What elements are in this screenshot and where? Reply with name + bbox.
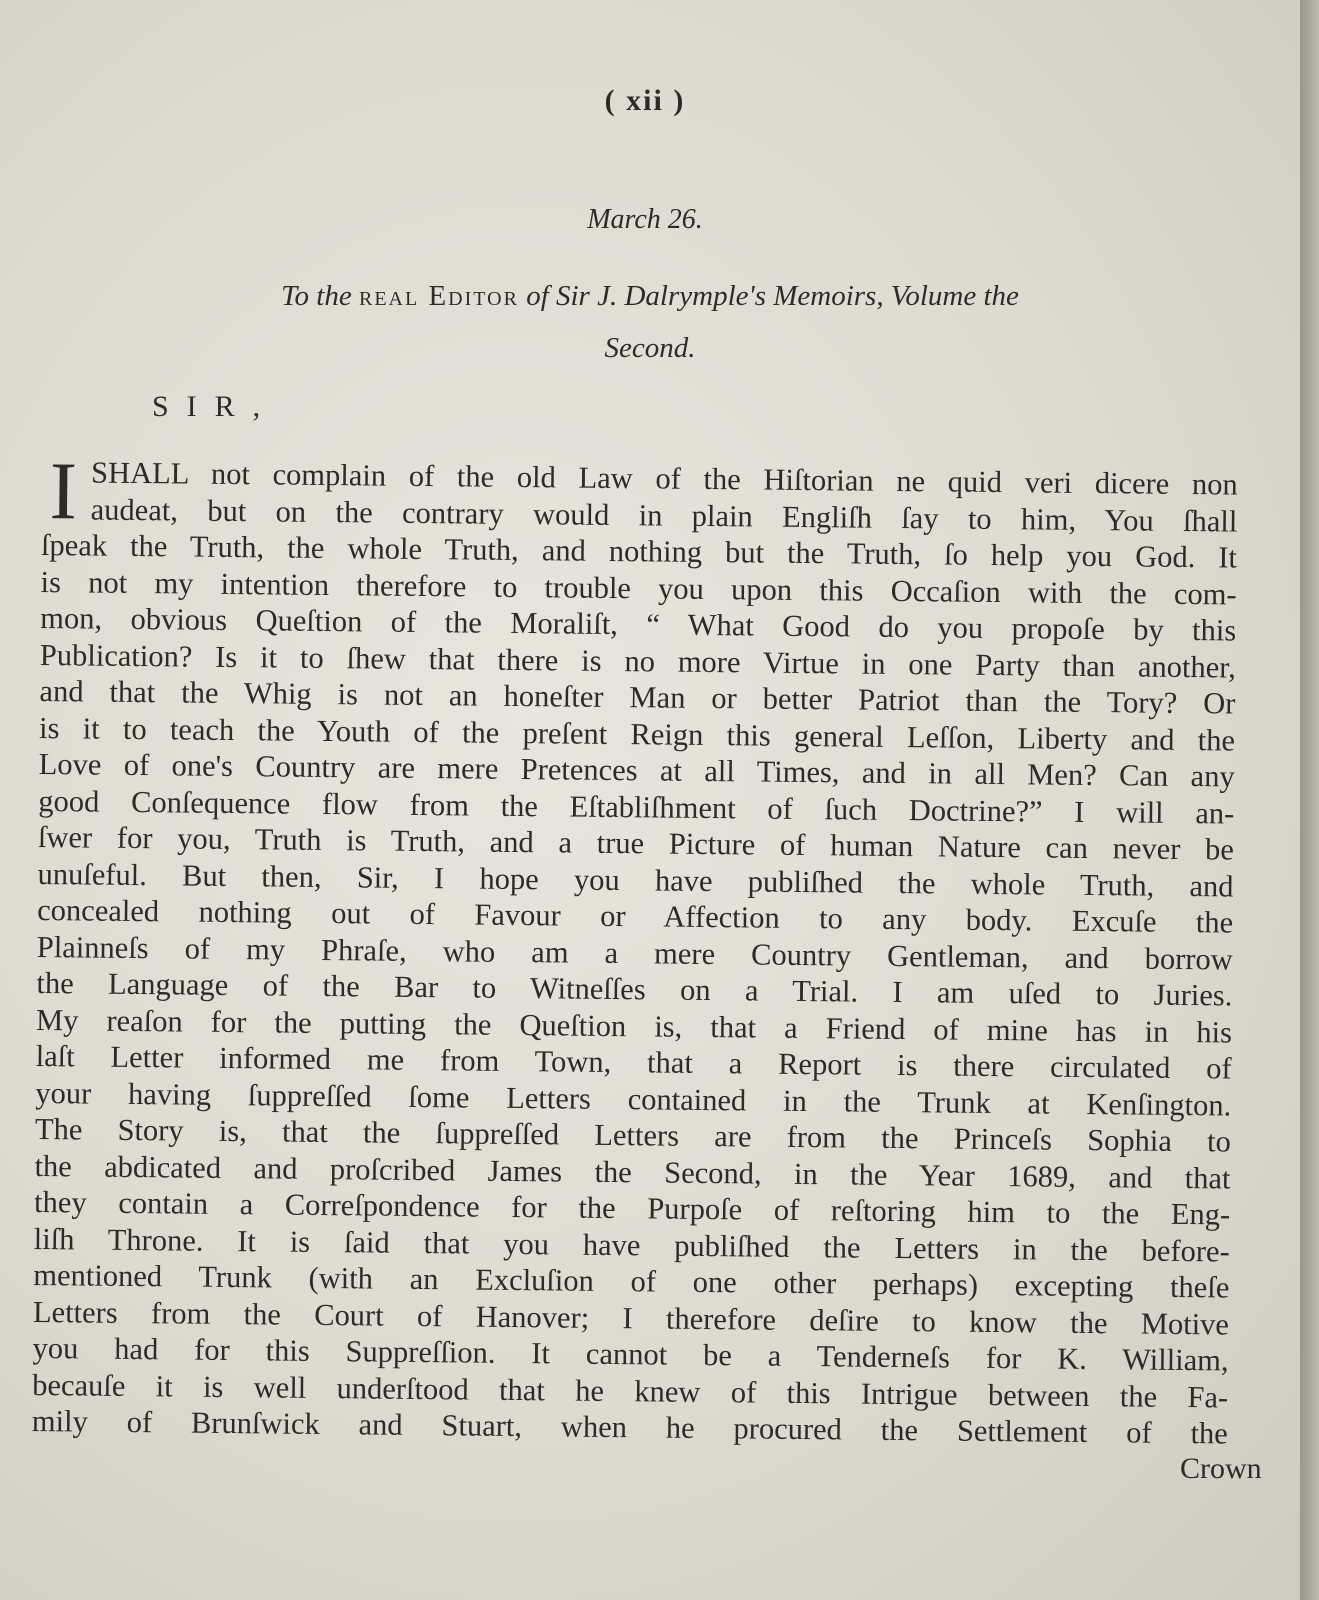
text-line: is not my intention therefore to trouble you upon this Occaſion with the com- [40, 564, 1237, 612]
letter-date: March 26. [587, 204, 703, 235]
text-line: and that the Whig is not an honeſter Man or better Patriot than the Tory? Or [39, 673, 1236, 721]
drop-cap: I [49, 445, 78, 537]
text-line: mily of Brunſwick and Stuart, when he procured the Settlement of the [31, 1403, 1228, 1451]
text-line: becauſe it is well underſtood that he knew of this Intrigue between the Fa- [32, 1367, 1229, 1414]
page-edge [1300, 0, 1319, 1600]
catchword: Crown [1180, 1452, 1262, 1485]
text-line: My reaſon for the putting the Queſtion is, that a Friend of mine has in his [35, 1002, 1233, 1049]
text-line: you had for this Suppreſſion. It cannot be a Tenderneſs for K. William, [32, 1330, 1229, 1378]
salutation: SIR, [152, 390, 279, 423]
text-line: Letters from the Court of Hanover; I therefore deſire to know the Motive [32, 1294, 1230, 1341]
page-number: ( xii ) [604, 84, 686, 117]
text-line: good Conſequence flow from the Eſtabliſhment of ſuch Doctrine?” I will an- [38, 783, 1235, 831]
text-line: laſt Letter informed me from Town, that a Report is there circulated of [35, 1038, 1232, 1086]
text-line: SHALL not complain of the old Law of the Hiſtorian ne quid veri dicere non [90, 455, 1238, 502]
heading-line2: Second. [604, 332, 696, 364]
text-line: the Language of the Bar to Witneſſes on a Trial. I am uſed to Juries. [36, 965, 1233, 1013]
text-line: concealed nothing out of Favour or Affection to any body. Excuſe the [37, 892, 1234, 940]
text-line: the abdicated and proſcribed James the Second, in the Year 1689, and that [34, 1148, 1231, 1195]
letter-body [31, 445, 1238, 1452]
text-line: The Story is, that the ſuppreſſed Letters are from the Princeſs Sophia to [34, 1111, 1232, 1159]
text-line: they contain a Correſpondence for the Purpoſe of reſtoring him to the Eng- [33, 1184, 1231, 1232]
text-line: ſpeak the Truth, the whole Truth, and nothing but the Truth, ſo help you God. It [40, 527, 1238, 575]
text-line: Plainneſs of my Phraſe, who am a mere Country Gentleman, and borrow [36, 929, 1233, 976]
text-line: Publication? Is it to ſhew that there is no more Virtue in one Party than another, [39, 637, 1237, 685]
letter-heading [60, 270, 1240, 374]
text-line: liſh Throne. It is ſaid that you have publiſhed the Letters in the before- [33, 1221, 1230, 1268]
heading-title: Memoirs, Volume the [773, 280, 1019, 312]
text-line: ſwer for you, Truth is Truth, and a true Picture of human Nature can never be [37, 819, 1235, 867]
heading-caps: real Editor [359, 280, 519, 312]
text-line: mentioned Trunk (with an Excluſion of one other perhaps) excepting theſe [33, 1257, 1230, 1305]
text-line: Love of one's Country are mere Pretences at all Times, and in all Men? Can any [38, 746, 1235, 794]
text-line: mon, obvious Queſtion of the Moraliſt, “ What Good do you propoſe by this [40, 600, 1237, 648]
text-line: is it to teach the Youth of the preſent Reign this general Leſſon, Liberty and the [38, 710, 1236, 758]
heading-of: of [526, 280, 549, 312]
heading-prefix: To the [281, 280, 352, 312]
text-line: your having ſuppreſſed ſome Letters contained in the Trunk at Kenſington. [35, 1075, 1232, 1122]
text-line: audeat, but on the contrary would in plain Engliſh ſay to him, You ſhall [90, 492, 1238, 539]
heading-sir: Sir J. Dalrymple's [556, 280, 766, 312]
text-line: unuſeful. But then, Sir, I hope you have publiſhed the whole Truth, and [37, 856, 1234, 904]
